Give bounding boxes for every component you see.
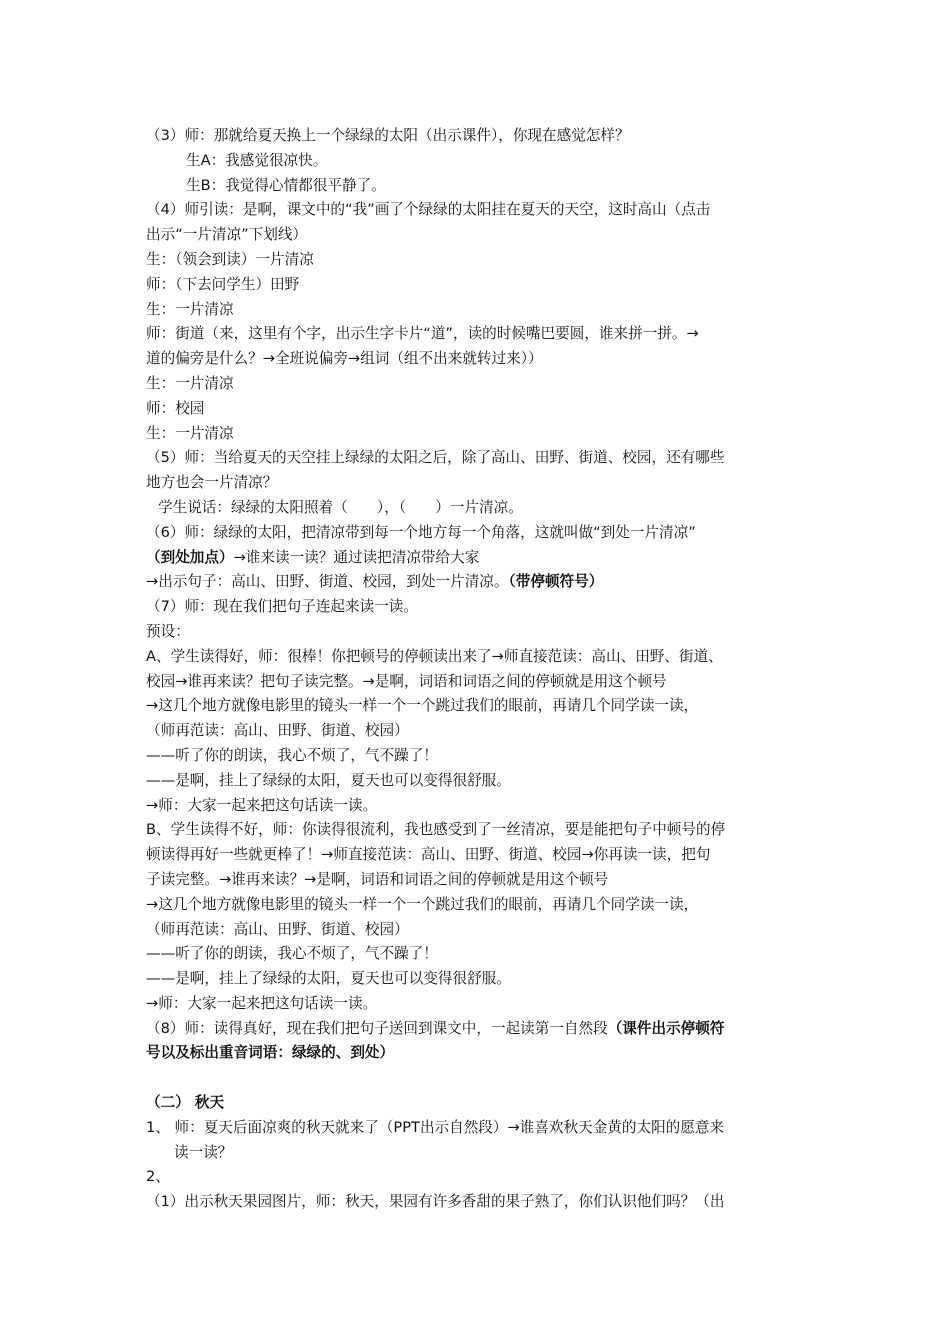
paragraph-line: 生：一片清凉 xyxy=(146,300,234,318)
paragraph-line: 师：校园 xyxy=(146,399,205,417)
paragraph-line: B、学生读得不好，师：你读得很流利，我也感受到了一丝清凉，要是能把句子中顿号的停 xyxy=(146,821,726,839)
paragraph-line xyxy=(146,570,810,595)
paragraph-line: →这几个地方就像电影里的镜头一样一个一个跳过我们的眼前，再请几个同学读一读， xyxy=(146,895,699,913)
paragraph-line: 顿读得再好一些就更棒了！→师直接范读：高山、田野、街道、校园→你再读一读，把句 xyxy=(146,846,711,864)
bold-note: （到处加点） xyxy=(146,548,234,566)
paragraph-line: 2、 xyxy=(146,1168,170,1186)
paragraph-line: 道的偏旁是什么？→全班说偏旁→组词（组不出来就转过来）） xyxy=(146,350,543,368)
bold-note: （带停顿符号） xyxy=(508,573,604,591)
paragraph-line xyxy=(146,546,810,571)
paragraph-line: 号以及标出重音词语：绿绿的、到处） xyxy=(146,1044,395,1062)
paragraph-line: 师：（下去问学生）田野 xyxy=(146,275,300,293)
paragraph-line: （7）师：现在我们把句子连起来读一读。 xyxy=(146,598,418,616)
paragraph-line: A、学生读得好，师：很棒！你把顿号的停顿读出来了→师直接范读：高山、田野、街道、 xyxy=(146,647,723,665)
inline-text: →谁来读一读？通过读把清凉带给大家 xyxy=(233,548,480,566)
paragraph-line: 预设： xyxy=(146,622,190,640)
paragraph-line: （1）出示秋天果园图片，师：秋天，果园有许多香甜的果子熟了，你们认识他们吗？（出 xyxy=(146,1193,725,1211)
paragraph-line: →师：大家一起来把这句话读一读。 xyxy=(146,796,378,814)
paragraph-line: 生A：我感觉很凉快。 xyxy=(186,151,328,169)
paragraph-line: （6）师：绿绿的太阳，把清凉带到每一个地方每一个角落，这就叫做“到处一片清凉” xyxy=(146,523,696,541)
paragraph-line: →师：大家一起来把这句话读一读。 xyxy=(146,994,378,1012)
inline-text: →出示句子：高山、田野、街道、校园，到处一片清凉。 xyxy=(146,573,509,591)
paragraph-line: （师再范读：高山、田野、街道、校园） xyxy=(146,722,409,740)
paragraph-line: ——听了你的朗读，我心不烦了，气不躁了！ xyxy=(146,945,438,963)
paragraph-line: 出示“一片清凉”下划线） xyxy=(146,226,308,244)
paragraph-line xyxy=(146,1017,810,1042)
paragraph-line: 学生说话：绿绿的太阳照着（ ），（ ）一片清凉。 xyxy=(158,498,523,516)
paragraph-line: 生：一片清凉 xyxy=(146,374,234,392)
paragraph-line: 子读完整。→谁再来读？→是啊，词语和词语之间的停顿就是用这个顿号 xyxy=(146,870,609,888)
paragraph-line: （3）师：那就给夏天换上一个绿绿的太阳（出示课件），你现在感觉怎样？ xyxy=(146,127,630,144)
blank-line xyxy=(146,1066,810,1091)
paragraph-line: 生B：我觉得心情都很平静了。 xyxy=(186,176,386,194)
paragraph-line: （4）师引读：是啊，课文中的“我”画了个绿绿的太阳挂在夏天的天空，这时高山（点击 xyxy=(146,201,711,219)
paragraph-line: 地方也会一片清凉？ xyxy=(146,474,278,492)
paragraph-line: ——是啊，挂上了绿绿的太阳，夏天也可以变得很舒服。 xyxy=(146,970,511,988)
section-heading: （二） 秋天 xyxy=(146,1094,225,1112)
bold-note: （课件出示停顿符 xyxy=(607,1019,725,1037)
paragraph-line: 1、 师：夏天后面凉爽的秋天就来了（PPT出示自然段）→谁喜欢秋天金黄的太阳的愿意来 xyxy=(146,1118,725,1136)
paragraph-line: 师：街道（来，这里有个字，出示生字卡片“道”，读的时候嘴巴要圆，谁来拼一拼。→ xyxy=(146,325,699,343)
paragraph-line: ——听了你的朗读，我心不烦了，气不躁了！ xyxy=(146,746,438,764)
paragraph-line: →这几个地方就像电影里的镜头一样一个一个跳过我们的眼前，再请几个同学读一读， xyxy=(146,697,699,715)
inline-text: （8）师：读得真好，现在我们把句子送回到课文中，一起读第一自然段 xyxy=(146,1019,608,1037)
paragraph-line: 生：（领会到读）一片清凉 xyxy=(146,250,314,268)
paragraph-line: 读一读？ xyxy=(174,1143,233,1161)
paragraph-line: 校园→谁再来读？把句子读完整。→是啊，词语和词语之间的停顿就是用这个顿号 xyxy=(146,672,667,690)
paragraph-line: （师再范读：高山、田野、街道、校园） xyxy=(146,920,409,938)
paragraph-line: ——是啊，挂上了绿绿的太阳，夏天也可以变得很舒服。 xyxy=(146,771,511,789)
document-body xyxy=(146,124,810,1215)
paragraph-line: 生：一片清凉 xyxy=(146,424,234,442)
paragraph-line: （5）师：当给夏天的天空挂上绿绿的太阳之后，除了高山、田野、街道、校园，还有哪些 xyxy=(146,449,725,467)
